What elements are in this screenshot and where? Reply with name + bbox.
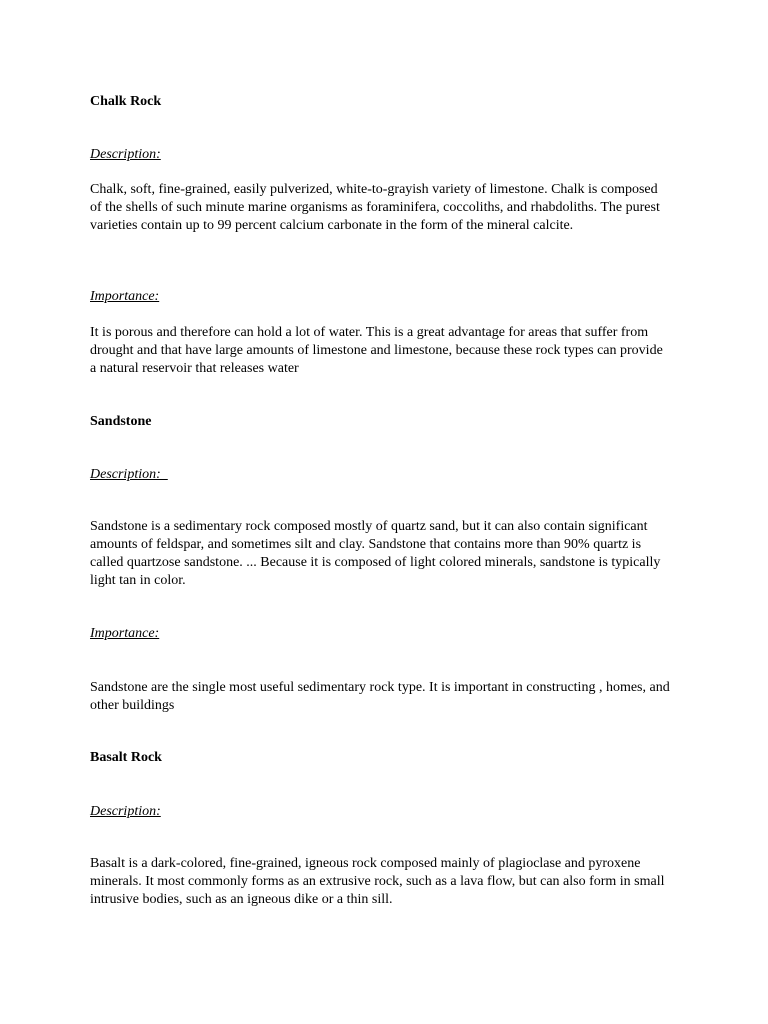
section-heading-sandstone: Sandstone bbox=[90, 414, 152, 429]
description-paragraph: Chalk, soft, fine-grained, easily pulverized, white-to-grayish variety of limestone. Chalk is composed of the shells of such minute marine organisms as foraminifera, coccoliths, and rhabdoliths. The purest varieties contain up to 99 percent calcium carbonate in the form of the mineral calcite. bbox=[90, 182, 660, 233]
description-paragraph: Sandstone is a sedimentary rock composed mostly of quartz sand, but it can also contain significant amounts of feldspar, and sometimes silt and clay. Sandstone that contains more than 90% quartz is called quartzose sandstone. ... Because it is composed of light colored minerals, sandstone is typically light tan in color. bbox=[90, 519, 661, 588]
description-paragraph: Basalt is a dark-colored, fine-grained, igneous rock composed mainly of plagioclase and pyroxene minerals. It most commonly forms as an extrusive rock, such as a lava flow, but can also form in small intrusive bodies, such as an igneous dike or a thin sill. bbox=[90, 856, 665, 907]
section-heading-chalk-rock: Chalk Rock bbox=[90, 94, 162, 109]
importance-paragraph: Sandstone are the single most useful sedimentary rock type. It is important in constructing , homes, and other buildings bbox=[90, 680, 670, 713]
description-label: Description: bbox=[90, 147, 161, 162]
section-heading-basalt-rock: Basalt Rock bbox=[90, 750, 162, 765]
description-label: Description: bbox=[90, 467, 168, 482]
description-label: Description: bbox=[90, 804, 161, 819]
importance-label: Importance: bbox=[90, 289, 160, 304]
importance-label: Importance: bbox=[90, 626, 160, 641]
importance-paragraph: It is porous and therefore can hold a lot of water. This is a great advantage for areas that suffer from drought and that have large amounts of limestone and limestone, because these rock types can provide a natural reservoir that releases water bbox=[90, 325, 663, 376]
